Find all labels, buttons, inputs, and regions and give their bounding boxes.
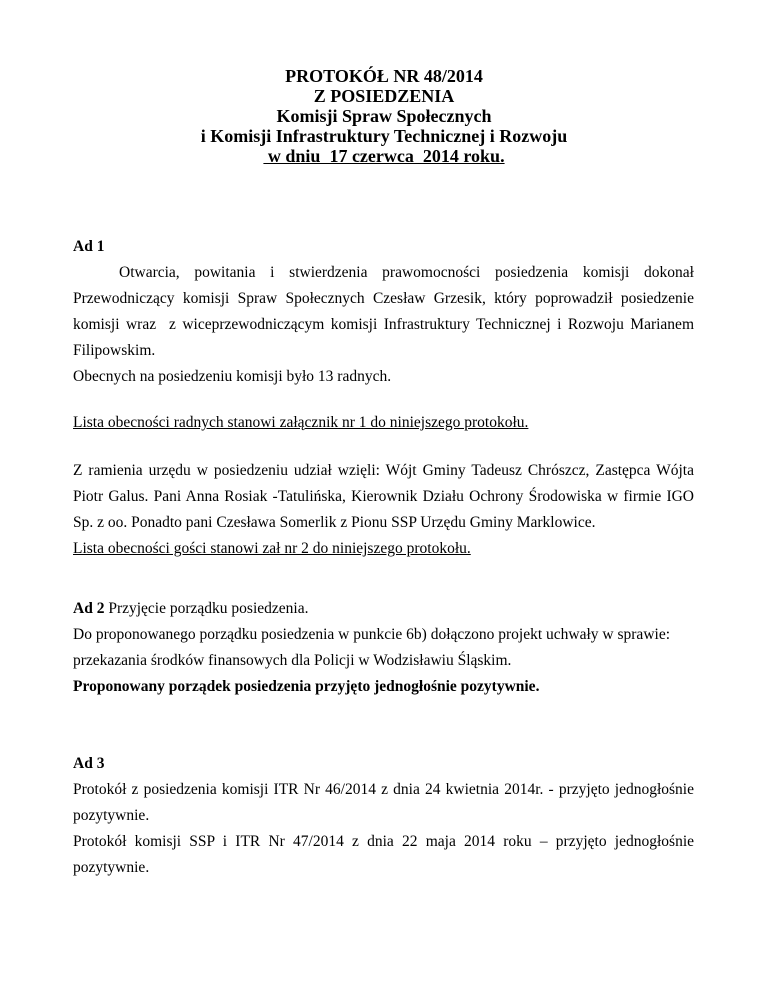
- ad2-heading-rest: Przyjęcie porządku posiedzenia.: [104, 600, 309, 617]
- ad2-heading: Ad 2: [73, 600, 105, 617]
- ad1-p1-line-4: Filipowskim.: [73, 342, 156, 359]
- ad1-officials-paragraph: [73, 458, 694, 562]
- title-line-1: PROTOKÓŁ NR 48/2014: [285, 66, 483, 86]
- ad3-heading: Ad 3: [73, 755, 105, 772]
- ad1-p4-line-3: Sp. z oo. Ponadto pani Czesława Somerlik z Pionu SSP Urzędu Gminy Marklowice.: [73, 514, 596, 531]
- ad2-line-1: Do proponowanego porządku posiedzenia w punkcie 6b) dołączono projekt uchwały w sprawie:: [73, 626, 670, 643]
- title-line-4: i Komisji Infrastruktury Technicznej i Rozwoju: [200, 126, 568, 146]
- ad3-p1-line-2: pozytywnie.: [73, 807, 150, 824]
- ad3-p2-line-1: Protokół komisji SSP i ITR Nr 47/2014 z dnia 22 maja 2014 roku – przyjęto jednogłośnie: [73, 833, 694, 850]
- ad1-attendance-list-note: Lista obecności radnych stanowi załącznik nr 1 do niniejszego protokołu.: [73, 414, 529, 431]
- ad3-section: [73, 777, 694, 881]
- ad1-p1-line-2: Przewodniczący komisji Spraw Społecznych Czesław Grzesik, który poprowadził posiedzenie: [73, 290, 694, 307]
- ad1-paragraph-1: [73, 260, 694, 390]
- ad1-attendance-count: Obecnych na posiedzeniu komisji było 13 radnych.: [73, 368, 392, 385]
- ad1-guests-list-note: Lista obecności gości stanowi zał nr 2 do niniejszego protokołu.: [73, 540, 471, 557]
- document-title: [0, 66, 768, 166]
- ad1-p4-line-1: Z ramienia urzędu w posiedzeniu udział wzięli: Wójt Gminy Tadeusz Chrószcz, Zastępca Wójta: [73, 462, 694, 479]
- ad2-conclusion: Proponowany porządek posiedzenia przyjęto jednogłośnie pozytywnie.: [73, 678, 540, 695]
- title-date-line: w dniu 17 czerwca 2014 roku.: [263, 146, 505, 166]
- ad2-line-2: przekazania środków finansowych dla Policji w Wodzisławiu Śląskim.: [73, 652, 512, 669]
- ad2-heading-line: [73, 596, 694, 622]
- ad3-p2-line-2: pozytywnie.: [73, 859, 150, 876]
- ad2-section: [73, 596, 694, 700]
- ad1-p1-line-1: Otwarcia, powitania i stwierdzenia prawomocności posiedzenia komisji dokonał: [119, 264, 694, 281]
- ad3-p1-line-1: Protokół z posiedzenia komisji ITR Nr 46/2014 z dnia 24 kwietnia 2014r. - przyjęto jednogłośnie: [73, 781, 694, 798]
- title-line-2: Z POSIEDZENIA: [313, 86, 455, 106]
- ad1-p1-line-3: komisji wraz z wiceprzewodniczącym komisji Infrastruktury Technicznej i Rozwoju Marianem: [73, 316, 694, 333]
- title-line-3: Komisji Spraw Społecznych: [276, 106, 492, 126]
- ad1-heading: Ad 1: [73, 238, 105, 255]
- ad1-p4-line-2: Piotr Galus. Pani Anna Rosiak -Tatulińska, Kierownik Działu Ochrony Środowiska w firmie IGO: [73, 488, 694, 505]
